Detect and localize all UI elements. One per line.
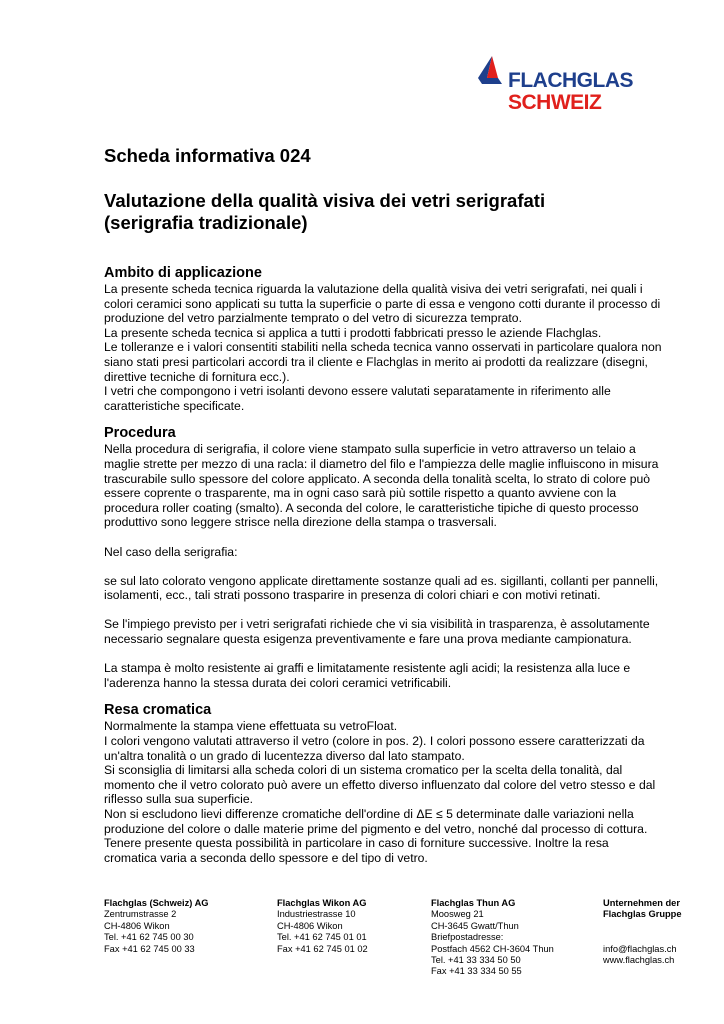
paragraph: La presente scheda tecnica si applica a tutti i prodotti fabbricati presso le aziende Flachglas. bbox=[104, 325, 602, 340]
paragraph: Nel caso della serigrafia: bbox=[104, 544, 238, 559]
footer-line: Fax +41 33 334 50 55 bbox=[431, 966, 522, 977]
footer-spacer bbox=[603, 921, 682, 932]
main-title-line2: (serigrafia tradizionale) bbox=[104, 212, 308, 233]
paragraph: I colori vengono valutati attraverso il vetro (colore in pos. 2). I colori possono essere caratterizzati da un'altra tonalità o un grado di lucentezza diverso dal lato stampato. bbox=[104, 734, 645, 763]
footer-group-label: Unternehmen der bbox=[603, 898, 680, 908]
logo-triangle-icon bbox=[478, 56, 508, 86]
section-procedura bbox=[104, 425, 664, 690]
company-logo bbox=[478, 56, 648, 116]
footer-line: Briefpostadresse: bbox=[431, 932, 504, 943]
footer-column-group bbox=[603, 898, 682, 966]
paragraph: La stampa è molto resistente ai graffi e limitatamente resistente agli acidi; la resistenza alla luce e l'aderenza hanno la stessa durata dei colori ceramici vetrificabili. bbox=[104, 661, 631, 690]
footer-group-label: Flachglas Gruppe bbox=[603, 909, 682, 920]
document-main-title bbox=[104, 190, 664, 234]
document-body bbox=[104, 265, 664, 865]
footer-line: Fax +41 62 745 00 33 bbox=[104, 943, 195, 954]
footer-company-name: Flachglas Thun AG bbox=[431, 898, 516, 908]
section-heading: Resa cromatica bbox=[104, 702, 212, 719]
footer-line: Tel. +41 62 745 00 30 bbox=[104, 932, 194, 943]
section-heading: Procedura bbox=[104, 425, 176, 442]
section-ambito bbox=[104, 265, 664, 413]
paragraph: Le tolleranze e i valori consentiti stabiliti nella scheda tecnica vanno osservati in particolare qualora non siano stati presi particolari accordi tra il cliente e Flachglas in merito ai prodotti da realizzare (disegni, direttive tecniche di fornitura ecc.). bbox=[104, 340, 662, 384]
footer-line: Tel. +41 62 745 01 01 bbox=[277, 932, 367, 943]
footer-line: Postfach 4562 CH-3604 Thun bbox=[431, 943, 554, 954]
footer-line: Industriestrasse 10 bbox=[277, 909, 356, 920]
footer-email-link[interactable]: info@flachglas.ch bbox=[603, 943, 677, 954]
footer-line: Moosweg 21 bbox=[431, 909, 484, 920]
main-title-line1: Valutazione della qualità visiva dei vetri serigrafati bbox=[104, 190, 546, 211]
section-heading: Ambito di applicazione bbox=[104, 265, 262, 281]
footer-line: Fax +41 62 745 01 02 bbox=[277, 943, 368, 954]
section-resa-cromatica bbox=[104, 702, 664, 865]
paragraph: se sul lato colorato vengono applicate direttamente sostanze quali ad es. sigillanti, collanti per pannelli, isolamenti, ecc., tali strati possono trasparire in presenza di colori chiari e con motivi retinati. bbox=[104, 573, 659, 603]
footer-line: CH-4806 Wikon bbox=[277, 920, 343, 931]
paragraph: Normalmente la stampa viene effettuata su vetroFloat. bbox=[104, 719, 398, 734]
footer-company-name: Flachglas (Schweiz) AG bbox=[104, 898, 209, 908]
paragraph: Se l'impiego previsto per i vetri serigrafati richiede che vi sia visibilità in trasparenza, è assolutamente necessario segnalare questa esigenza preventivamente e fare una prova mediante campionatura. bbox=[104, 617, 650, 647]
footer-website-link[interactable]: www.flachglas.ch bbox=[603, 955, 675, 966]
footer-column-flachglas-schweiz bbox=[104, 898, 209, 955]
footer-column-flachglas-thun bbox=[431, 898, 554, 978]
footer-line: CH-4806 Wikon bbox=[104, 920, 170, 931]
footer-company-name: Flachglas Wikon AG bbox=[277, 898, 367, 908]
document-number-title: Scheda informativa 024 bbox=[104, 145, 311, 166]
logo-text-flachglas: FLACHGLAS bbox=[508, 69, 633, 92]
footer-spacer bbox=[603, 932, 682, 943]
footer-line: Zentrumstrasse 2 bbox=[104, 909, 177, 920]
footer-column-flachglas-wikon bbox=[277, 898, 368, 955]
paragraph: Si sconsiglia di limitarsi alla scheda colori di un sistema cromatico per la scelta della tonalità, dal momento che il vetro colorato può avere un effetto diverso influenzato dal colore del vetro stesso e dal riflesso sulla sua superficie. bbox=[104, 763, 656, 807]
paragraph: I vetri che compongono i vetri isolanti devono essere valutati separatamente in riferimento alle caratteristiche specificate. bbox=[104, 384, 611, 413]
page-footer bbox=[104, 898, 684, 988]
paragraph: Nella procedura di serigrafia, il colore viene stampato sulla superficie in vetro attraverso un telaio a maglie strette per mezzo di una racla: il diametro del filo e l'ampiezza delle maglie influiscono in misura trascurabile sullo spessore del colore applicato. A seconda della tonalità scelta, lo strato di colore può essere coprente o trasparente, ma in ogni caso sarà più sottile rispetto a quanto avviene con la procedura roller coating (smalto). A seconda del colore, le caratteristiche tipiche di questo processo produttivo sono leggere strisce nella direzione della stampa o trasversali. bbox=[104, 442, 659, 530]
paragraph: Tenere presente questa possibilità in particolare in caso di forniture successive. Inoltre la resa cromatica varia a seconda dello spessore e del tipo di vetro. bbox=[104, 836, 609, 865]
paragraph: Non si escludono lievi differenze cromatiche dell'ordine di ΔE ≤ 5 determinate dalle variazioni nella produzione del colore o dalle materie prime del pigmento e del vetro, nonché dal processo di cottura. bbox=[104, 807, 648, 836]
footer-line: Tel. +41 33 334 50 50 bbox=[431, 955, 521, 966]
logo-text-schweiz: SCHWEIZ bbox=[508, 91, 602, 114]
footer-line: CH-3645 Gwatt/Thun bbox=[431, 920, 519, 931]
paragraph: La presente scheda tecnica riguarda la valutazione della qualità visiva dei vetri serigrafati, nei quali i colori ceramici sono applicati su tutta la superficie o parte di essa e vengono cotti durante il processo di produzione del vetro parzialmente temprato o del vetro di sicurezza temprato. bbox=[104, 282, 661, 326]
